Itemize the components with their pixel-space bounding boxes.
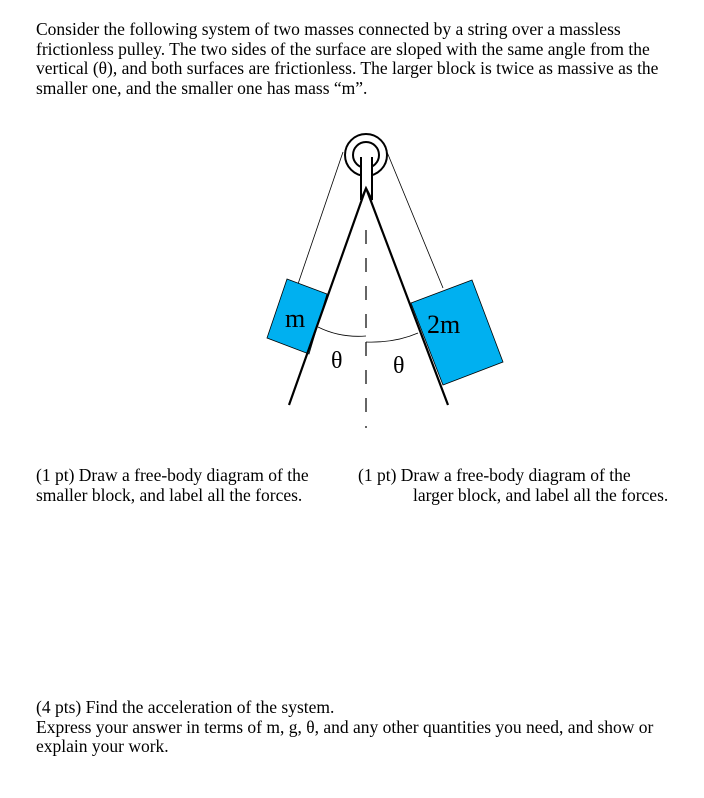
problem-statement: Consider the following system of two masses connected by a string over a massless frictionless pulley. The two sides of the surface are sloped with the same angle from the vertical (θ), and both surfaces are frictionless. The larger block is twice as massive as the smaller one, and the smaller one has mass “m”. [36, 19, 659, 98]
pulley-mount [361, 157, 372, 200]
question-2-line-1: (1 pt) Draw a free-body diagram of the [358, 465, 631, 485]
question-3-line-1: (4 pts) Find the acceleration of the system. [36, 697, 335, 717]
left-string [298, 152, 343, 284]
angle-arc-left [318, 327, 366, 336]
large-block-label: 2m [427, 310, 461, 339]
small-block-label: m [285, 304, 306, 333]
angle-arc-right [366, 333, 418, 342]
question-2 [358, 466, 688, 505]
question-3 [36, 698, 686, 757]
question-1: (1 pt) Draw a free-body diagram of the smaller block, and label all the forces. [36, 465, 309, 505]
question-2-line-2: larger block, and label all the forces. [413, 484, 669, 505]
question-3-line-2: Express your answer in terms of m, g, θ, and any other quantities you need, and show or explain your work. [36, 716, 654, 756]
angle-label-left: θ [331, 348, 343, 374]
angle-label-right: θ [393, 353, 405, 379]
